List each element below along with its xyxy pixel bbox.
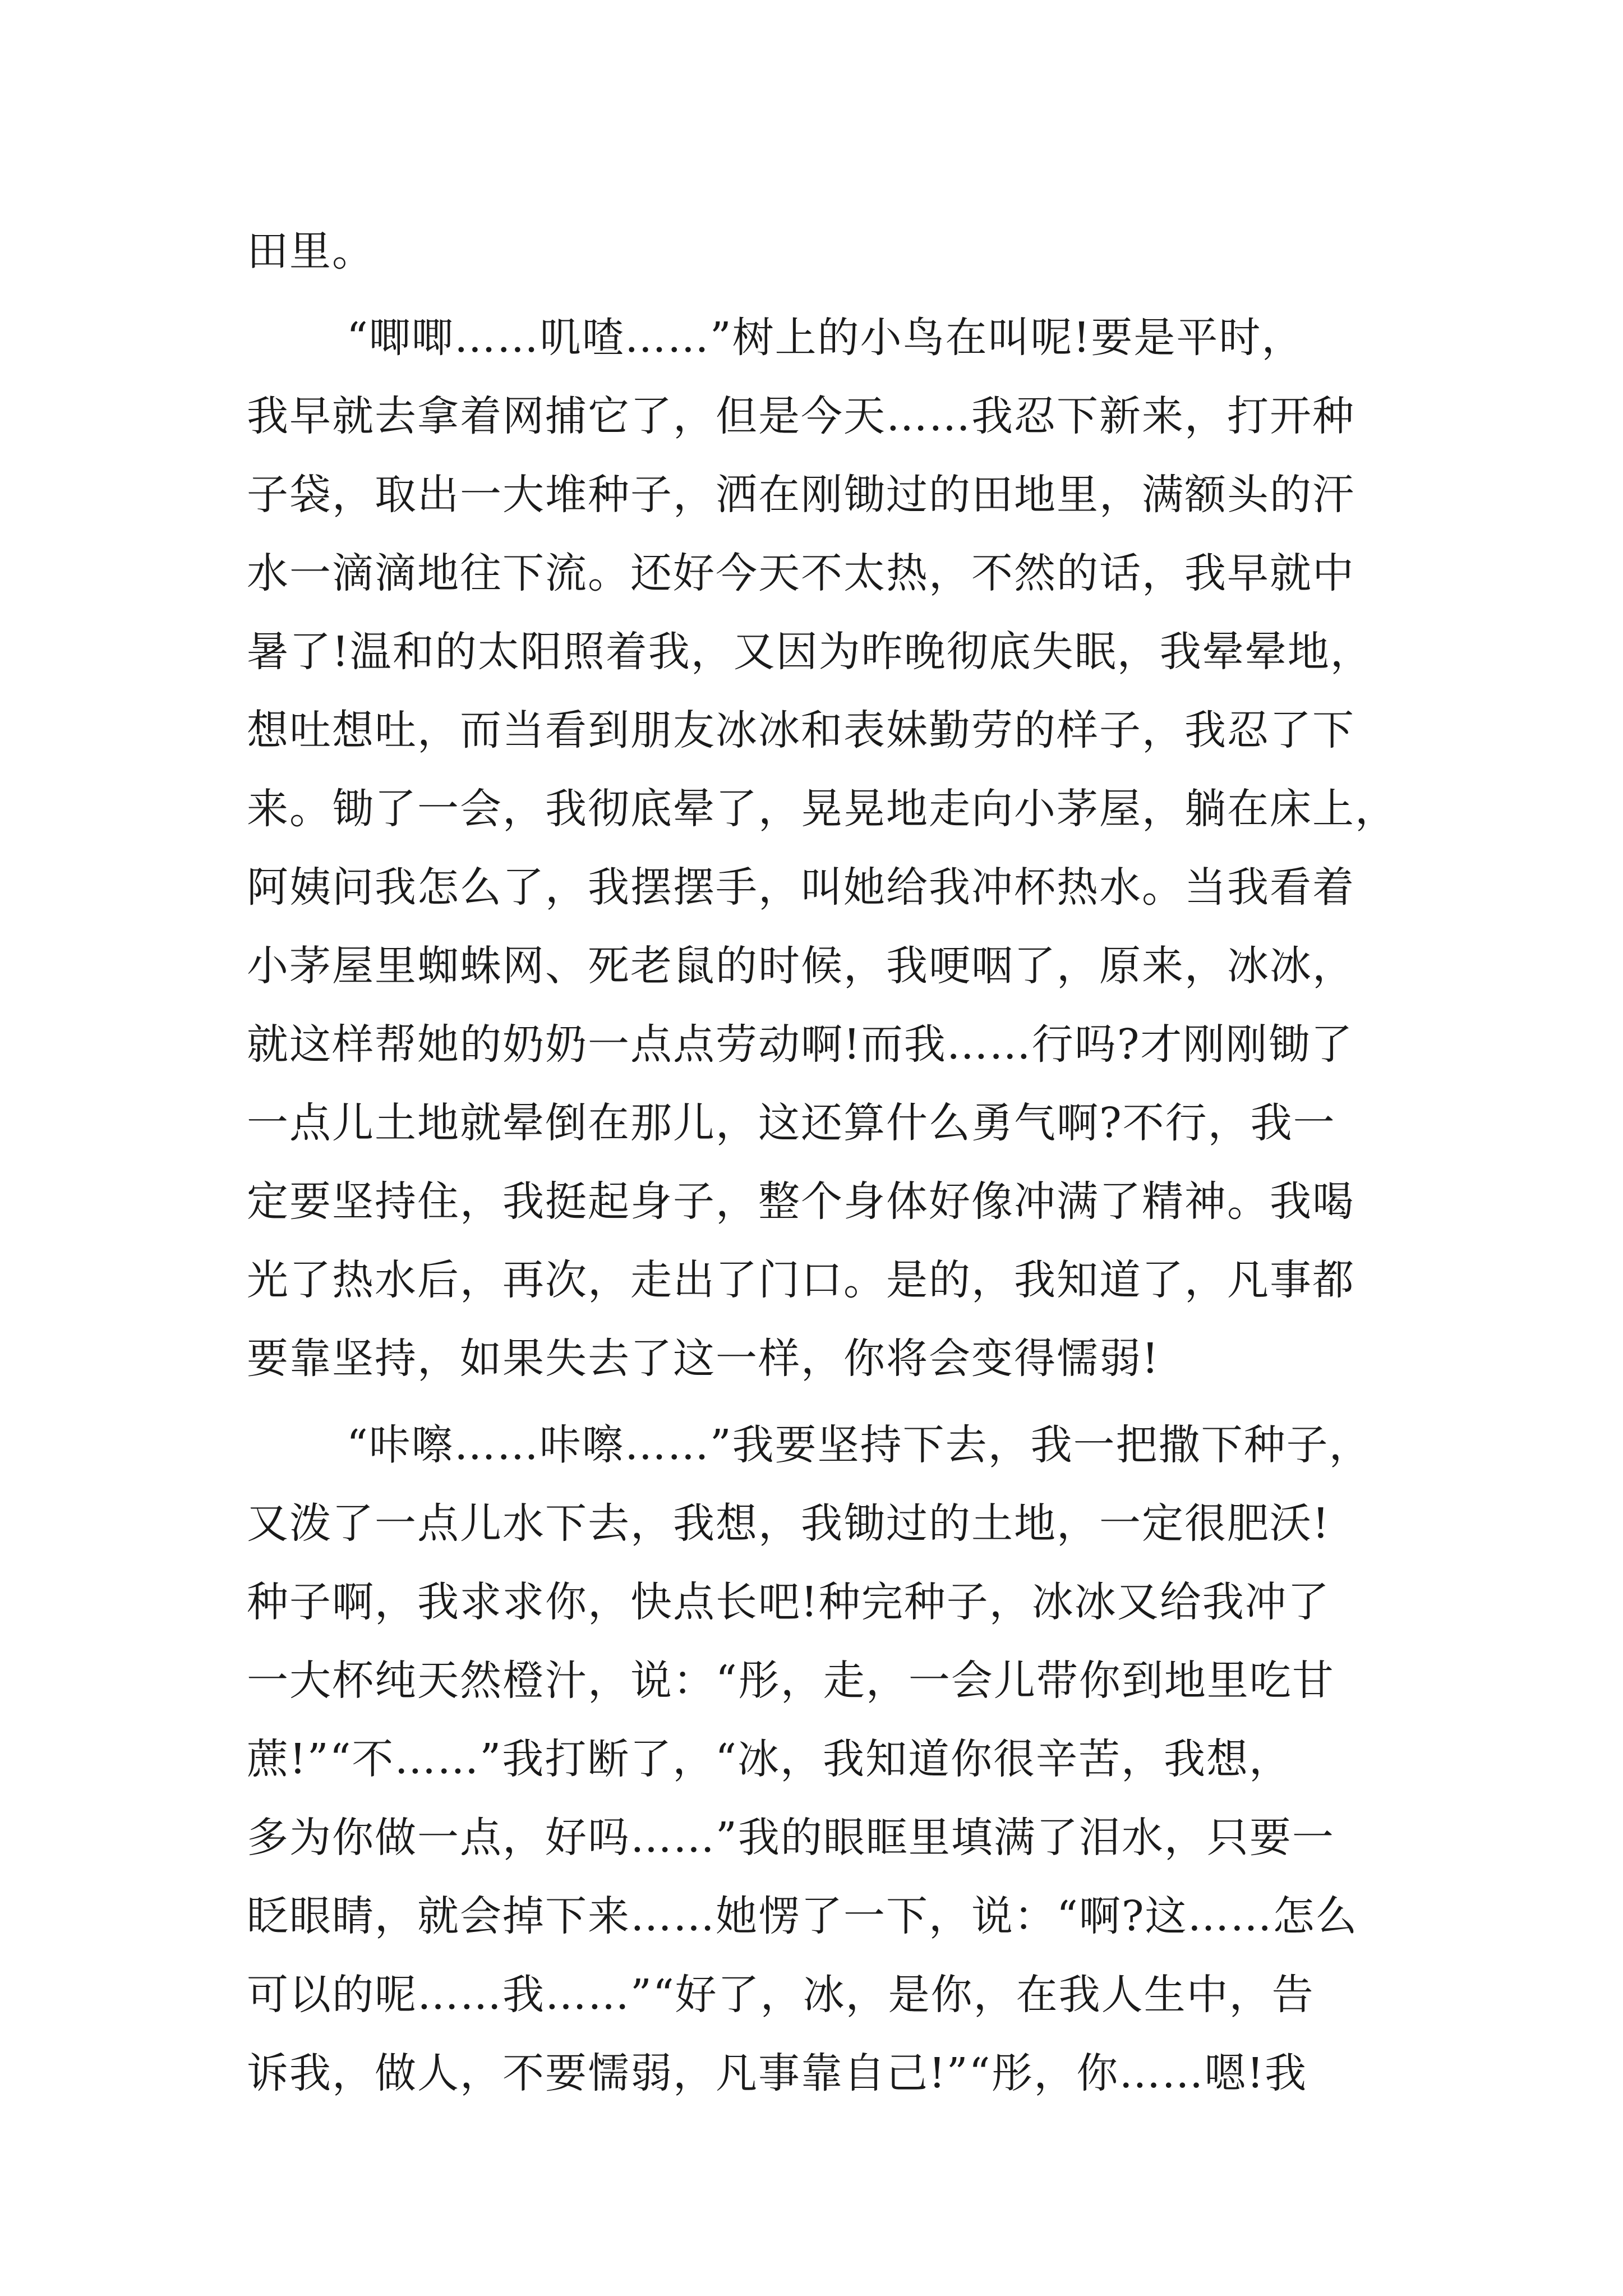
text-line: 又泼了一点儿水下去，我想，我锄过的土地，一定很肥沃! [247,1499,1330,1548]
text-line: 田里。 [247,227,375,275]
text-line: 想吐想吐，而当看到朋友冰冰和表妹勤劳的样子，我忍了下 [247,706,1355,754]
text-line: 水一滴滴地往下流。还好今天不太热，不然的话，我早就中 [247,549,1355,597]
body-text [247,212,1398,2113]
text-line: 一大杯纯天然橙汁，说：“彤，走，一会儿带你到地里吃甘 [247,1657,1335,1705]
text-line: 多为你做一点，好吗……”我的眼眶里填满了泪水，只要一 [247,1814,1335,1862]
text-line: 要靠坚持，如果失去了这一样，你将会变得懦弱! [247,1335,1160,1383]
text-line: 种子啊，我求求你，快点长吧!种完种子，冰冰又给我冲了 [247,1578,1330,1626]
text-line: 蔗!”“不……”我打断了，“冰，我知道你很辛苦，我想， [247,1735,1292,1783]
text-line: 诉我，做人，不要懦弱，凡事靠自己!”“彤，你……嗯!我 [247,2049,1308,2097]
text-line: 眨眼睛，就会掉下来……她愣了一下，说：“啊?这……怎么 [247,1892,1358,1940]
text-line: 我早就去拿着网捕它了，但是今天……我忍下新来，打开种 [247,392,1355,440]
text-line: 定要坚持住，我挺起身子，整个身体好像冲满了精神。我喝 [247,1177,1355,1226]
text-line: 小茅屋里蜘蛛网、死老鼠的时候，我哽咽了，原来，冰冰， [247,942,1355,990]
text-line: 阿姨问我怎么了，我摆摆手，叫她给我冲杯热水。当我看着 [247,863,1355,912]
text-line: 一点儿土地就晕倒在那儿，这还算什么勇气啊?不行，我一 [247,1099,1336,1147]
paragraph-start-line: “咔嚓……咔嚓……”我要坚持下去，我一把撒下种子， [347,1421,1372,1469]
paragraph-start-line: “唧唧……叽喳……”树上的小鸟在叫呢!要是平时， [347,314,1304,362]
text-line: 就这样帮她的奶奶一点点劳动啊!而我……行吗?才刚刚锄了 [247,1020,1354,1069]
text-line: 可以的呢……我……”“好了，冰，是你，在我人生中，告 [247,1971,1315,2019]
text-line: 子袋，取出一大堆种子，洒在刚锄过的田地里，满额头的汗 [247,471,1355,519]
text-line: 光了热水后，再次，走出了门口。是的，我知道了，凡事都 [247,1256,1355,1304]
text-line: 暑了!温和的太阳照着我，又因为昨晚彻底失眠，我晕晕地， [247,628,1373,676]
text-line: 来。锄了一会，我彻底晕了，晃晃地走向小茅屋，躺在床上， [247,785,1398,833]
